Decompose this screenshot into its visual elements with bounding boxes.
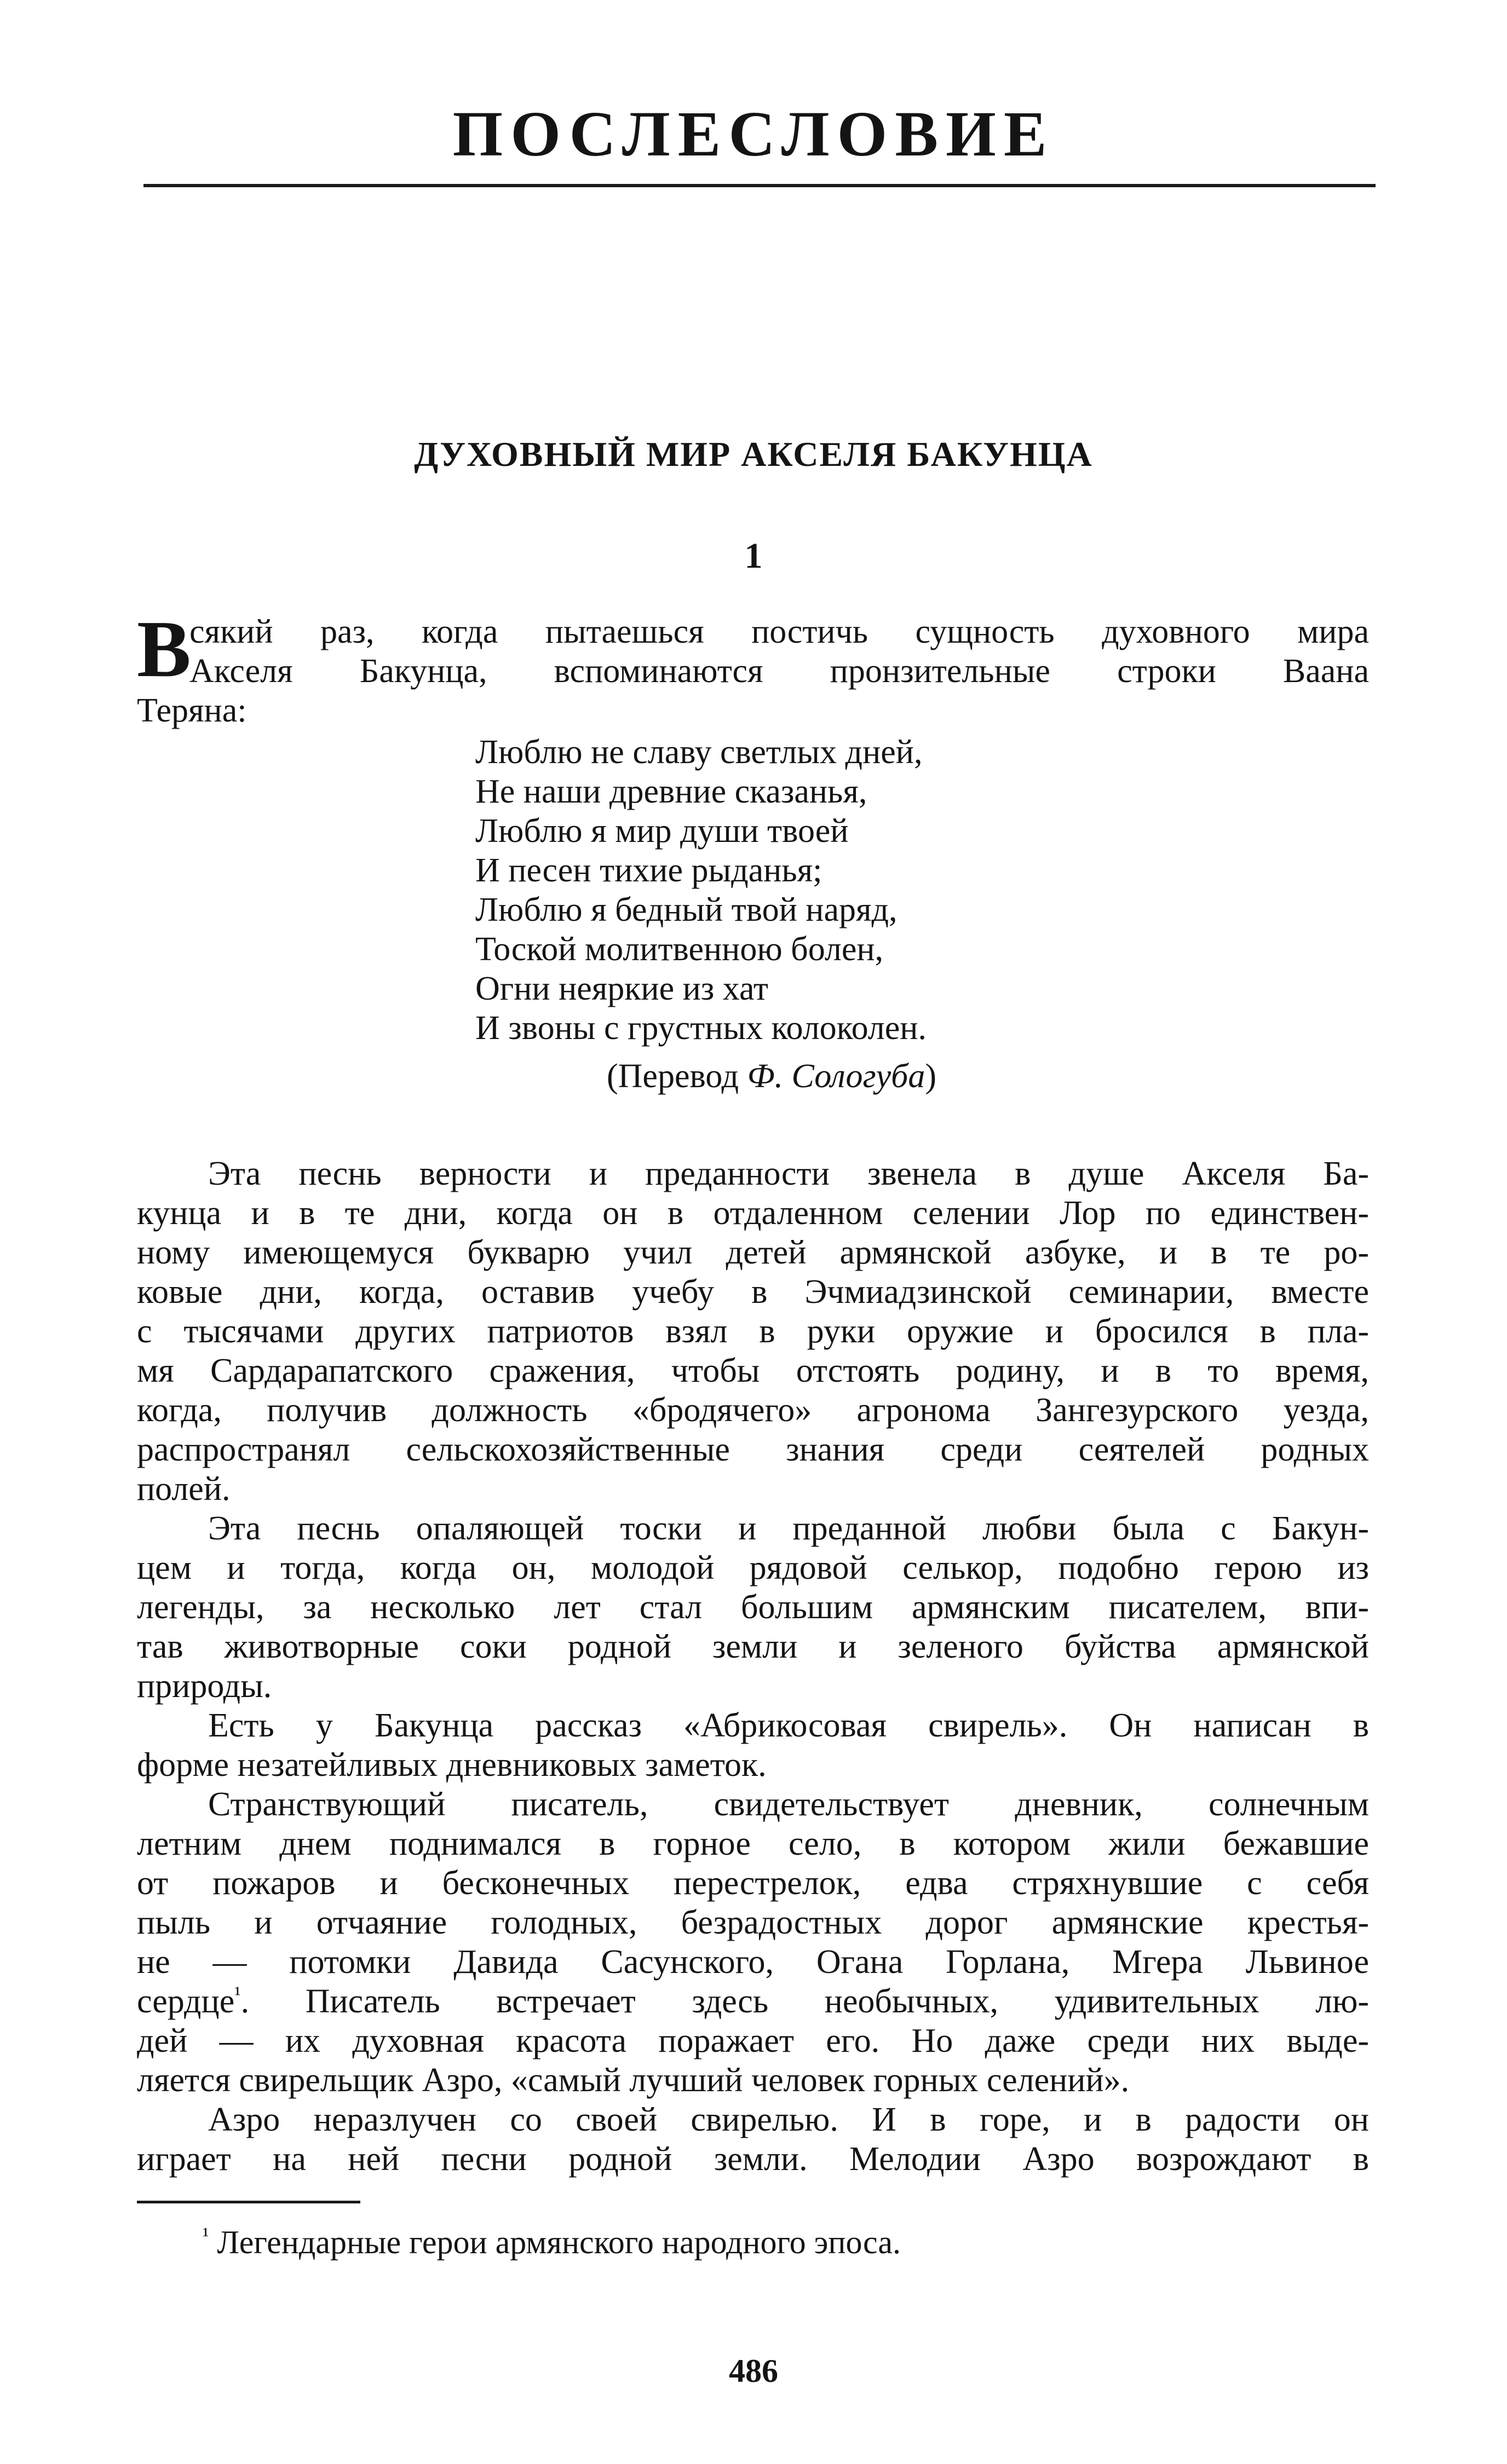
text-line: распространял сельскохозяйственные знания среди сеятелей родных bbox=[137, 1431, 1369, 1468]
footnote-marker: ¹ bbox=[203, 2224, 209, 2247]
poem bbox=[475, 732, 927, 1048]
text-line: пыль и отчаяние голодных, безрадостных дорог армянские крестья- bbox=[137, 1904, 1369, 1941]
text-line: дей — их духовная красота поражает его. Но даже среди них выде- bbox=[137, 2022, 1369, 2059]
text-line: Эта песнь опаляющей тоски и преданной любви была с Бакун- bbox=[208, 1510, 1369, 1547]
text-line: с тысячами других патриотов взял в руки оружие и бросился в пла- bbox=[137, 1313, 1369, 1350]
text-line: Странствующий писатель, свидетельствует дневник, солнечным bbox=[208, 1786, 1369, 1823]
poem-line: Люблю не славу светлых дней, bbox=[475, 734, 923, 771]
heading-rule bbox=[143, 184, 1376, 187]
text-line: тав животворные соки родной земли и зеленого буйства армянской bbox=[137, 1628, 1369, 1665]
text-line: полей. bbox=[137, 1470, 231, 1508]
footnote-text: Легендарные герои армянского народного эпоса. bbox=[217, 2224, 901, 2260]
text-line: сякий раз, когда пытаешься постичь сущность духовного мира bbox=[189, 613, 1369, 650]
poem-line: Тоской молитвенною болен, bbox=[475, 931, 884, 968]
body-paragraph bbox=[137, 1785, 1369, 2100]
text-line: ному имеющемуся букварю учил детей армянской азбуке, и в те ро- bbox=[137, 1234, 1369, 1271]
attribution-suffix: ) bbox=[925, 1058, 937, 1095]
text-line: летним днем поднимался в горное село, в котором жили бежавшие bbox=[137, 1825, 1369, 1862]
article-title: ДУХОВНЫЙ МИР АКСЕЛЯ БАКУНЦА bbox=[414, 435, 1093, 474]
footnote bbox=[203, 2223, 901, 2262]
footnote-rule bbox=[137, 2201, 360, 2203]
attribution-prefix: (Перевод bbox=[607, 1058, 747, 1095]
text-fragment: сердце bbox=[137, 1983, 235, 2020]
text-line: ляется свирельщик Азро, «самый лучший человек горных селений». bbox=[137, 2062, 1130, 2099]
text-fragment: . Писатель встречает здесь необычных, удивительных лю- bbox=[240, 1983, 1369, 2020]
text-line: играет на ней песни родной земли. Мелодии Азро возрождают в bbox=[137, 2140, 1369, 2178]
drop-cap: В bbox=[137, 604, 191, 694]
translator-name: Ф. Сологуба bbox=[747, 1058, 925, 1095]
text-line: цем и тогда, когда он, молодой рядовой селькор, подобно герою из bbox=[137, 1549, 1369, 1586]
text-line: Азро неразлучен со своей свирелью. И в горе, и в радости он bbox=[208, 2101, 1369, 2138]
text-line bbox=[137, 1982, 1369, 2021]
text-line: форме незатейливых дневниковых заметок. bbox=[137, 1746, 767, 1784]
text-line: когда, получив должность «бродячего» агронома Зангезурского уезда, bbox=[137, 1392, 1369, 1429]
poem-line: И звоны с грустных колоколен. bbox=[475, 1009, 927, 1047]
poem-line: Люблю я бедный твой наряд, bbox=[475, 891, 898, 928]
text-line: от пожаров и бесконечных перестрелок, едва стряхнувшие с себя bbox=[137, 1865, 1369, 1902]
body-paragraph bbox=[137, 1154, 1369, 1509]
text-line: легенды, за несколько лет стал большим армянским писателем, впи- bbox=[137, 1589, 1369, 1626]
text-line: Теряна: bbox=[137, 692, 247, 729]
poem-line: Люблю я мир души твоей bbox=[475, 812, 849, 850]
body-paragraph bbox=[137, 2100, 1369, 2179]
text-line: кунца и в те дни, когда он в отдаленном селении Лор по единствен- bbox=[137, 1195, 1369, 1232]
text-line: не — потомки Давида Сасунского, Огана Горлана, Мгера Львиное bbox=[137, 1943, 1369, 1981]
body-paragraph bbox=[137, 1706, 1369, 1785]
body-paragraph bbox=[137, 1509, 1369, 1706]
footnote-ref[interactable]: ¹ bbox=[234, 1982, 241, 2006]
poem-line: Огни неяркие из хат bbox=[475, 970, 768, 1007]
poem-line: И песен тихие рыданья; bbox=[475, 852, 822, 889]
poem-attribution bbox=[607, 1057, 936, 1096]
page-number: 486 bbox=[729, 2353, 778, 2389]
poem-line: Не наши древние сказанья, bbox=[475, 773, 867, 810]
section-number: 1 bbox=[744, 536, 763, 576]
text-line: Есть у Бакунца рассказ «Абрикосовая свирель». Он написан в bbox=[208, 1707, 1369, 1744]
text-line: мя Сардарапатского сражения, чтобы отстоять родину, и в то время, bbox=[137, 1352, 1369, 1389]
text-line: ковые дни, когда, оставив учебу в Эчмиадзинской семинарии, вместе bbox=[137, 1273, 1369, 1311]
intro-paragraph bbox=[137, 604, 1369, 730]
text-line: Эта песнь верности и преданности звенела в душе Акселя Ба- bbox=[208, 1155, 1369, 1192]
text-line: Акселя Бакунца, вспоминаются пронзительные строки Ваана bbox=[189, 653, 1369, 690]
text-line: природы. bbox=[137, 1667, 272, 1705]
chapter-heading: ПОСЛЕСЛОВИЕ bbox=[452, 98, 1055, 170]
